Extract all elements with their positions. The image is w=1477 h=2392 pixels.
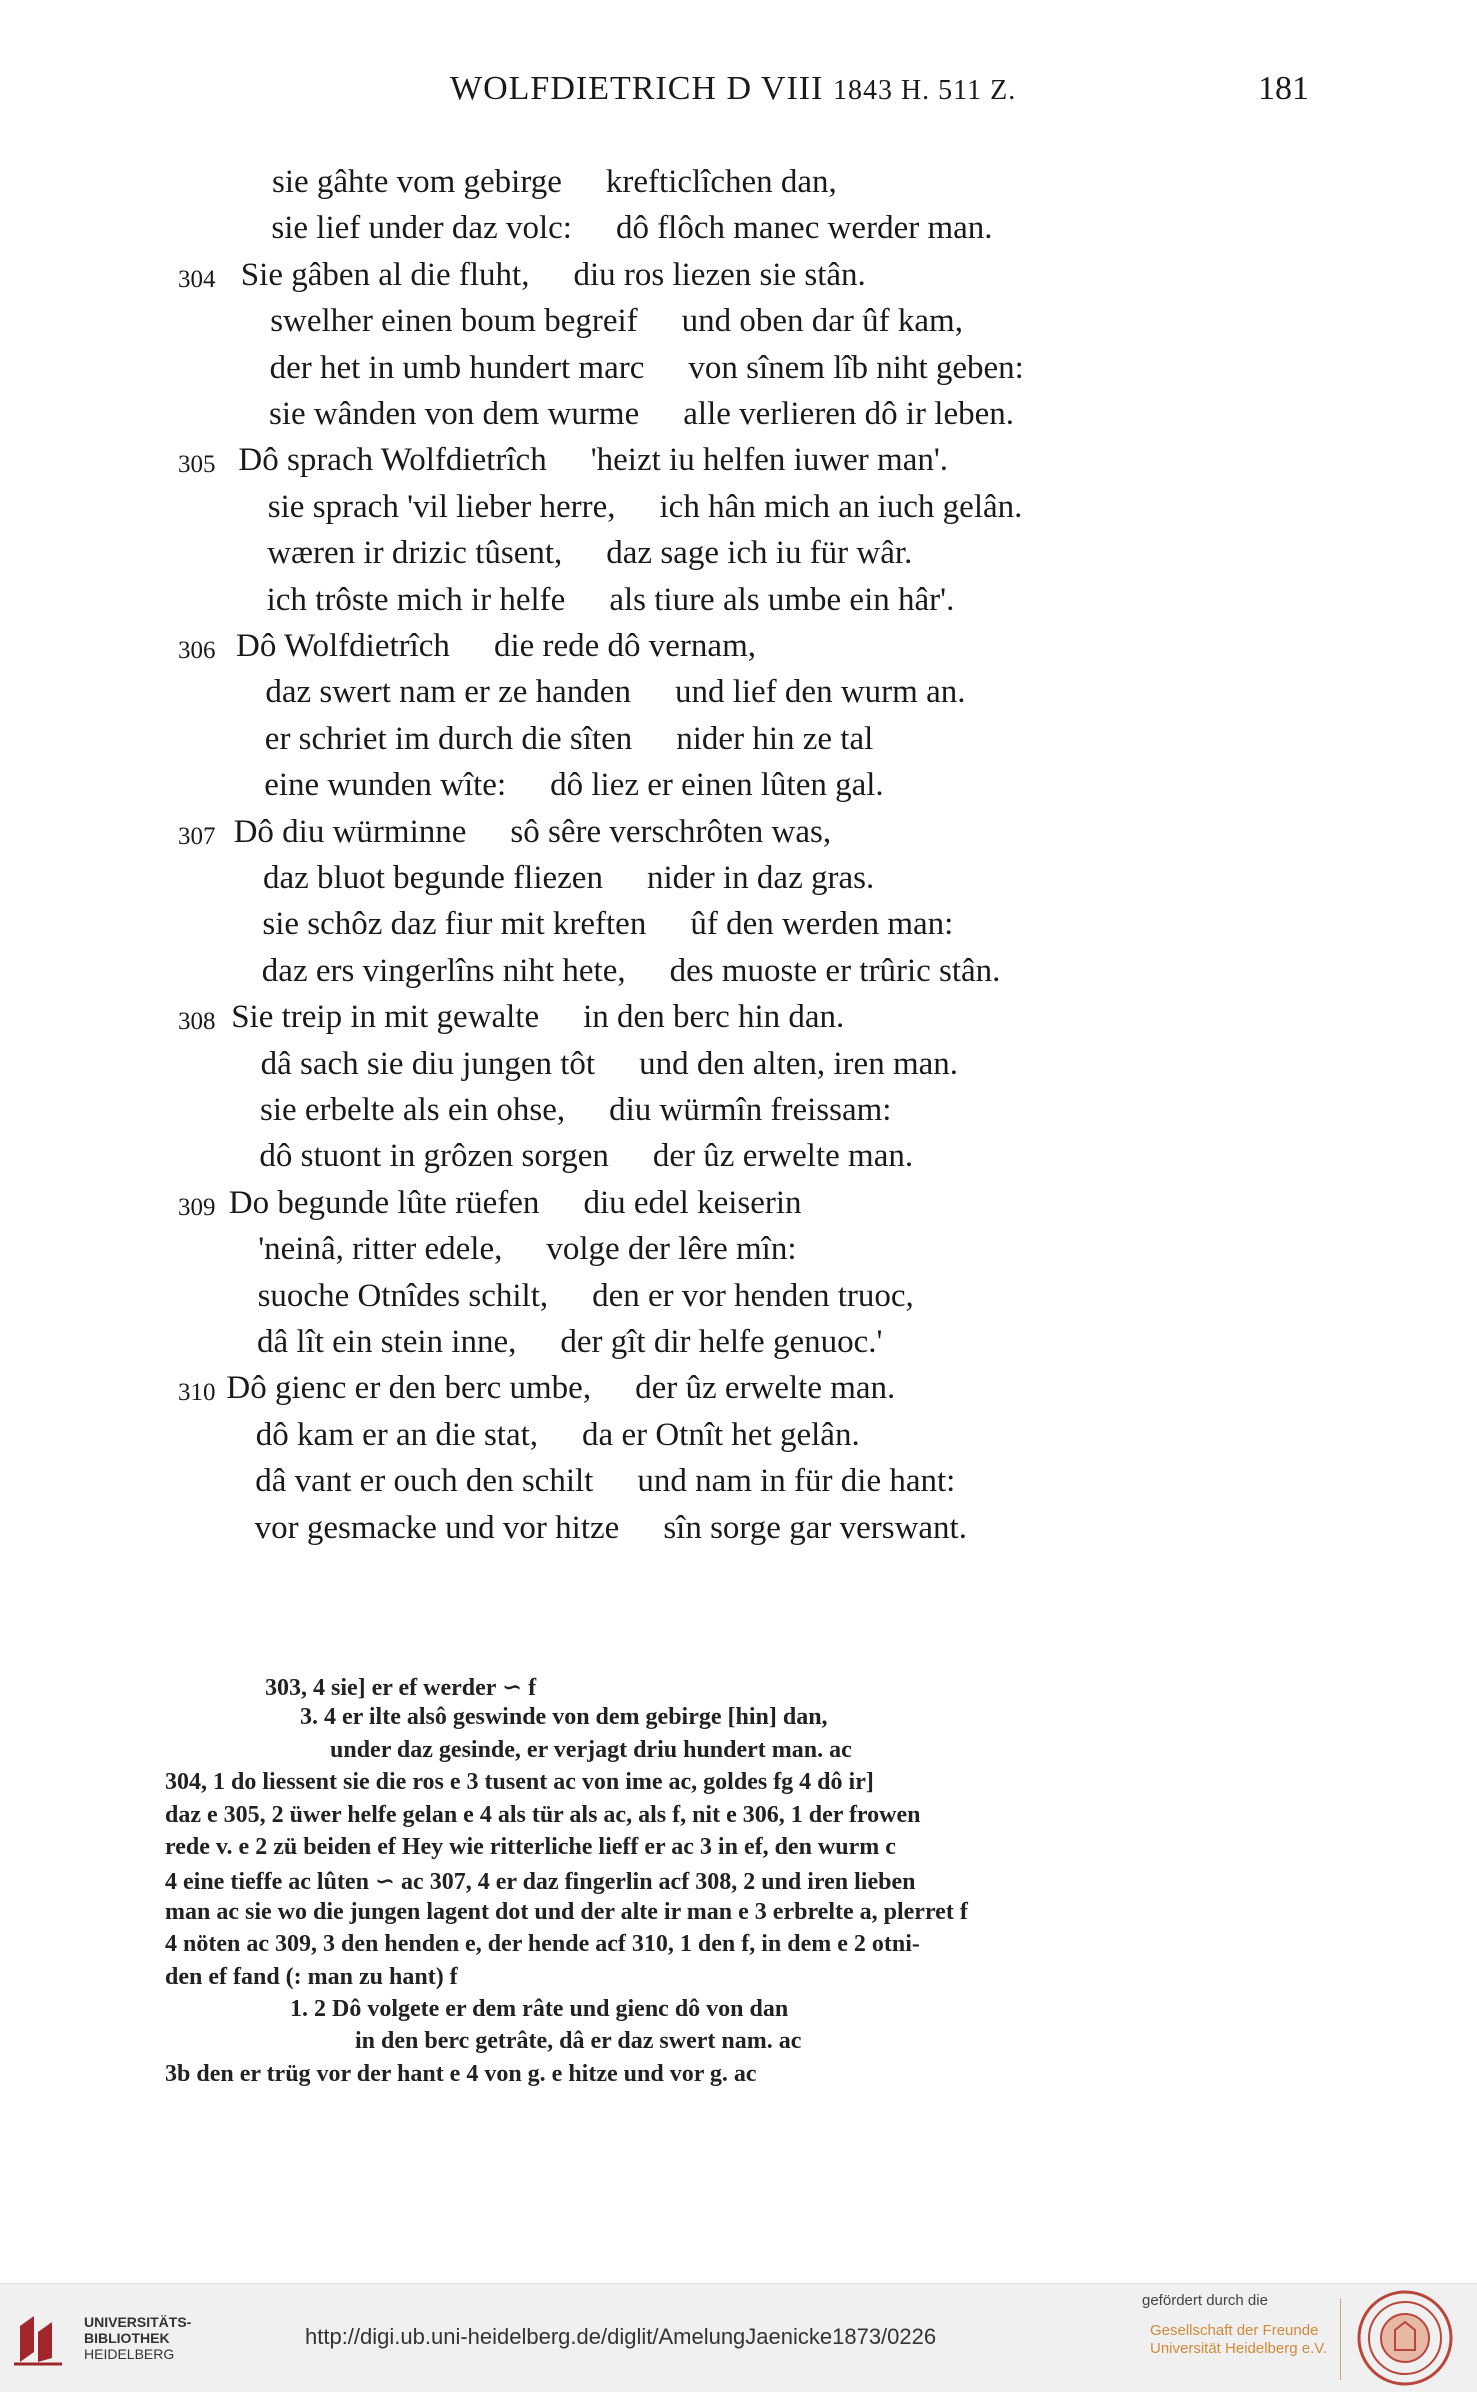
- verse-second-half: die rede dô vernam,: [493, 628, 756, 664]
- verse-line: [0, 1417, 1300, 1463]
- verse-second-half: den er vor henden truoc,: [592, 1277, 914, 1314]
- verse-first-half: swelher einen boum begreif: [270, 303, 638, 340]
- verse-line: [0, 210, 1300, 256]
- verse-line: [0, 1138, 1300, 1184]
- library-name-line2: BIBLIOTHEK: [84, 2330, 170, 2346]
- verse-second-half: der ûz erwelte man.: [635, 1370, 896, 1407]
- verse-line: [0, 489, 1300, 535]
- running-title-ref: 1843 H. 511 Z.: [832, 75, 1017, 106]
- stanza-number: 308: [178, 1008, 216, 1036]
- verse-line: [0, 1046, 1300, 1092]
- library-name: [84, 2314, 191, 2362]
- note-line: 4 eine tieffe ac lûten ∽ ac 307, 4 er daz fingerlin acf 308, 2 und iren lieben: [165, 1869, 916, 1896]
- verse-first-half: ich trôste mich ir helfe: [266, 581, 566, 618]
- page-number: 181: [1258, 70, 1309, 107]
- library-name-line3: HEIDELBERG: [84, 2346, 175, 2362]
- verse-first-half: sie schôz daz fiur mit kreften: [262, 906, 647, 943]
- verse-second-half: des muoste er trûric stân.: [669, 952, 1001, 989]
- verse-first-half: eine wunden wîte:: [264, 767, 507, 804]
- verse-first-half: der het in umb hundert marc: [269, 349, 645, 386]
- verse-first-half: Dô sprach Wolfdietrîch: [238, 442, 547, 479]
- verse-line: [0, 674, 1300, 720]
- verse-line: [0, 1370, 1300, 1416]
- verse-second-half: ich hân mich an iuch gelân.: [659, 488, 1023, 525]
- verse-line: [0, 350, 1300, 396]
- footer-bar: [0, 2283, 1477, 2392]
- verse-first-half: sie erbelte als ein ohse,: [260, 1092, 566, 1128]
- verse-second-half: diu ros liezen sie stân.: [573, 256, 866, 293]
- stanza-number: 306: [178, 637, 216, 664]
- verse-first-half: wæren ir drizic tûsent,: [267, 535, 563, 572]
- verse-second-half: alle verlieren dô ir leben.: [683, 396, 1015, 432]
- verse-first-half: dô kam er an die stat,: [255, 1416, 539, 1453]
- verse-second-half: diu würmîn freissam:: [609, 1092, 892, 1128]
- library-name-line1: UNIVERSITÄTS-: [84, 2314, 192, 2330]
- verse-first-half: dâ lît ein stein inne,: [257, 1324, 517, 1360]
- verse-first-half: Dô diu würminne: [233, 813, 467, 850]
- verse-second-half: und oben dar ûf kam,: [681, 303, 963, 340]
- verse-line: [0, 535, 1300, 581]
- verse-second-half: sîn sorge gar verswant.: [663, 1509, 967, 1546]
- running-title: [450, 70, 1016, 108]
- verse-line: [0, 1510, 1300, 1556]
- library-logo-icon: [12, 2312, 72, 2368]
- verse-line: [0, 628, 1300, 674]
- verse-first-half: sie sprach 'vil lieber herre,: [267, 488, 616, 525]
- university-seal-icon: [1355, 2288, 1455, 2388]
- verse-first-half: Dô Wolfdietrîch: [236, 628, 450, 664]
- verse-second-half: 'heizt iu helfen iuwer man'.: [590, 442, 949, 479]
- running-title-text: WOLFDIETRICH D VIII: [450, 70, 824, 107]
- verse-second-half: krefticlîchen dan,: [605, 164, 837, 200]
- verse-second-half: dô flôch manec werder man.: [615, 210, 993, 247]
- note-line: 303, 4 sie] er ef werder ∽ f: [265, 1675, 537, 1701]
- verse-first-half: sie wânden von dem wurme: [269, 396, 640, 432]
- note-line: 4 nöten ac 309, 3 den henden e, der hende acf 310, 1 den f, in dem e 2 otni-: [165, 1931, 920, 1958]
- note-line: man ac sie wo die jungen lagent dot und der alte ir man e 3 erbrelte a, plerret f: [165, 1898, 968, 1925]
- society-name: [1150, 2322, 1327, 2358]
- verse-line: [0, 721, 1300, 767]
- verse-first-half: daz swert nam er ze handen: [265, 674, 631, 711]
- verse-first-half: Sie treip in mit gewalte: [231, 999, 540, 1036]
- stanza-number: 307: [178, 822, 216, 850]
- verse-second-half: in den berc hin dan.: [583, 999, 845, 1036]
- verse-first-half: Dô gienc er den berc umbe,: [226, 1370, 592, 1407]
- note-line: 304, 1 do liessent sie die ros e 3 tusent ac von ime ac, goldes fg 4 dô ir]: [165, 1769, 874, 1796]
- verse-line: [0, 442, 1300, 488]
- verse-line: [0, 999, 1300, 1045]
- note-line: daz e 305, 2 üwer helfe gelan e 4 als tür als ac, als f, nit e 306, 1 der frowen: [165, 1801, 921, 1828]
- verse-first-half: er schriet im durch die sîten: [264, 720, 633, 757]
- verse-second-half: daz sage ich iu für wâr.: [606, 535, 913, 572]
- verse-line: [0, 1092, 1300, 1138]
- verse-second-half: als tiure als umbe ein hâr'.: [609, 581, 955, 618]
- verse-first-half: suoche Otnîdes schilt,: [257, 1277, 549, 1314]
- verse-first-half: sie lief under daz volc:: [271, 210, 572, 247]
- verse-line: [0, 1231, 1300, 1277]
- verse-first-half: dô stuont in grôzen sorgen: [259, 1138, 609, 1175]
- note-line: 3b den er trüg vor der hant e 4 von g. e hitze und vor g. ac: [165, 2060, 757, 2087]
- verse-second-half: nider hin ze tal: [676, 720, 874, 757]
- verse-second-half: dô liez er einen lûten gal.: [550, 767, 884, 804]
- verse-second-half: volge der lêre mîn:: [546, 1231, 797, 1268]
- verse-second-half: der ûz erwelte man.: [652, 1138, 914, 1175]
- stanza-number: 310: [178, 1379, 216, 1407]
- verse-line: [0, 953, 1300, 999]
- verse-first-half: Do begunde lûte rüefen: [228, 1184, 540, 1221]
- society-name-line2: Universität Heidelberg e.V.: [1150, 2340, 1328, 2357]
- verse-second-half: der gît dir helfe genuoc.': [560, 1324, 883, 1360]
- verse-line: [0, 906, 1300, 952]
- verse-second-half: und nam in für die hant:: [637, 1463, 956, 1500]
- note-line: in den berc getrâte, dâ er daz swert nam. ac: [355, 2028, 802, 2055]
- society-name-line1: Gesellschaft der Freunde: [1150, 2322, 1319, 2339]
- verse-first-half: daz ers vingerlîns niht hete,: [261, 952, 626, 989]
- verse-line: [0, 582, 1300, 628]
- stanza-number: 305: [178, 451, 216, 479]
- verse-second-half: nider in daz gras.: [646, 860, 875, 896]
- verse-first-half: sie gâhte vom gebirge: [272, 164, 562, 200]
- verse-first-half: daz bluot begunde fliezen: [263, 860, 603, 896]
- verse-first-half: vor gesmacke und vor hitze: [254, 1509, 620, 1546]
- verse-line: [0, 1185, 1300, 1231]
- verse-second-half: da er Otnît het gelân.: [582, 1416, 860, 1453]
- footer-divider: [1340, 2298, 1341, 2380]
- verse-second-half: von sînem lîb niht geben:: [688, 349, 1024, 386]
- verse-second-half: und lief den wurm an.: [674, 674, 966, 711]
- verse-line: [0, 1278, 1300, 1324]
- verse-first-half: 'neinâ, ritter edele,: [258, 1231, 503, 1268]
- stanza-number: 309: [178, 1193, 216, 1221]
- note-line: 1. 2 Dô volgete er dem râte und gienc dô von dan: [290, 1996, 789, 2022]
- verse-second-half: ûf den werden man:: [690, 906, 954, 943]
- funded-by-label: gefördert durch die: [1142, 2292, 1268, 2309]
- verse-line: [0, 1324, 1300, 1370]
- verse-line: [0, 164, 1300, 210]
- verse-line: [0, 767, 1300, 813]
- verse-line: [0, 814, 1300, 860]
- stanza-number: 304: [178, 265, 216, 293]
- note-line: rede v. e 2 zü beiden ef Hey wie ritterliche lieff er ac 3 in ef, den wurm c: [165, 1834, 896, 1860]
- verse-second-half: diu edel keiserin: [583, 1184, 802, 1221]
- verse-first-half: dâ vant er ouch den schilt: [255, 1463, 594, 1500]
- verse-first-half: Sie gâben al die fluht,: [240, 256, 530, 293]
- verse-first-half: dâ sach sie diu jungen tôt: [260, 1045, 596, 1082]
- note-line: den ef fand (: man zu hant) f: [165, 1963, 458, 1990]
- verse-line: [0, 303, 1300, 349]
- verse-second-half: sô sêre verschrôten was,: [510, 813, 832, 850]
- verse-line: [0, 860, 1300, 906]
- note-line: 3. 4 er ilte alsô geswinde von dem gebirge [hin] dan,: [300, 1704, 828, 1731]
- verse-second-half: und den alten, iren man.: [639, 1045, 959, 1082]
- verse-line: [0, 257, 1300, 303]
- verse-line: [0, 1463, 1300, 1509]
- permalink-url[interactable]: http://digi.ub.uni-heidelberg.de/diglit/AmelungJaenicke1873/0226: [305, 2324, 937, 2349]
- verse-line: [0, 396, 1300, 442]
- note-line: under daz gesinde, er verjagt driu hundert man. ac: [330, 1736, 852, 1763]
